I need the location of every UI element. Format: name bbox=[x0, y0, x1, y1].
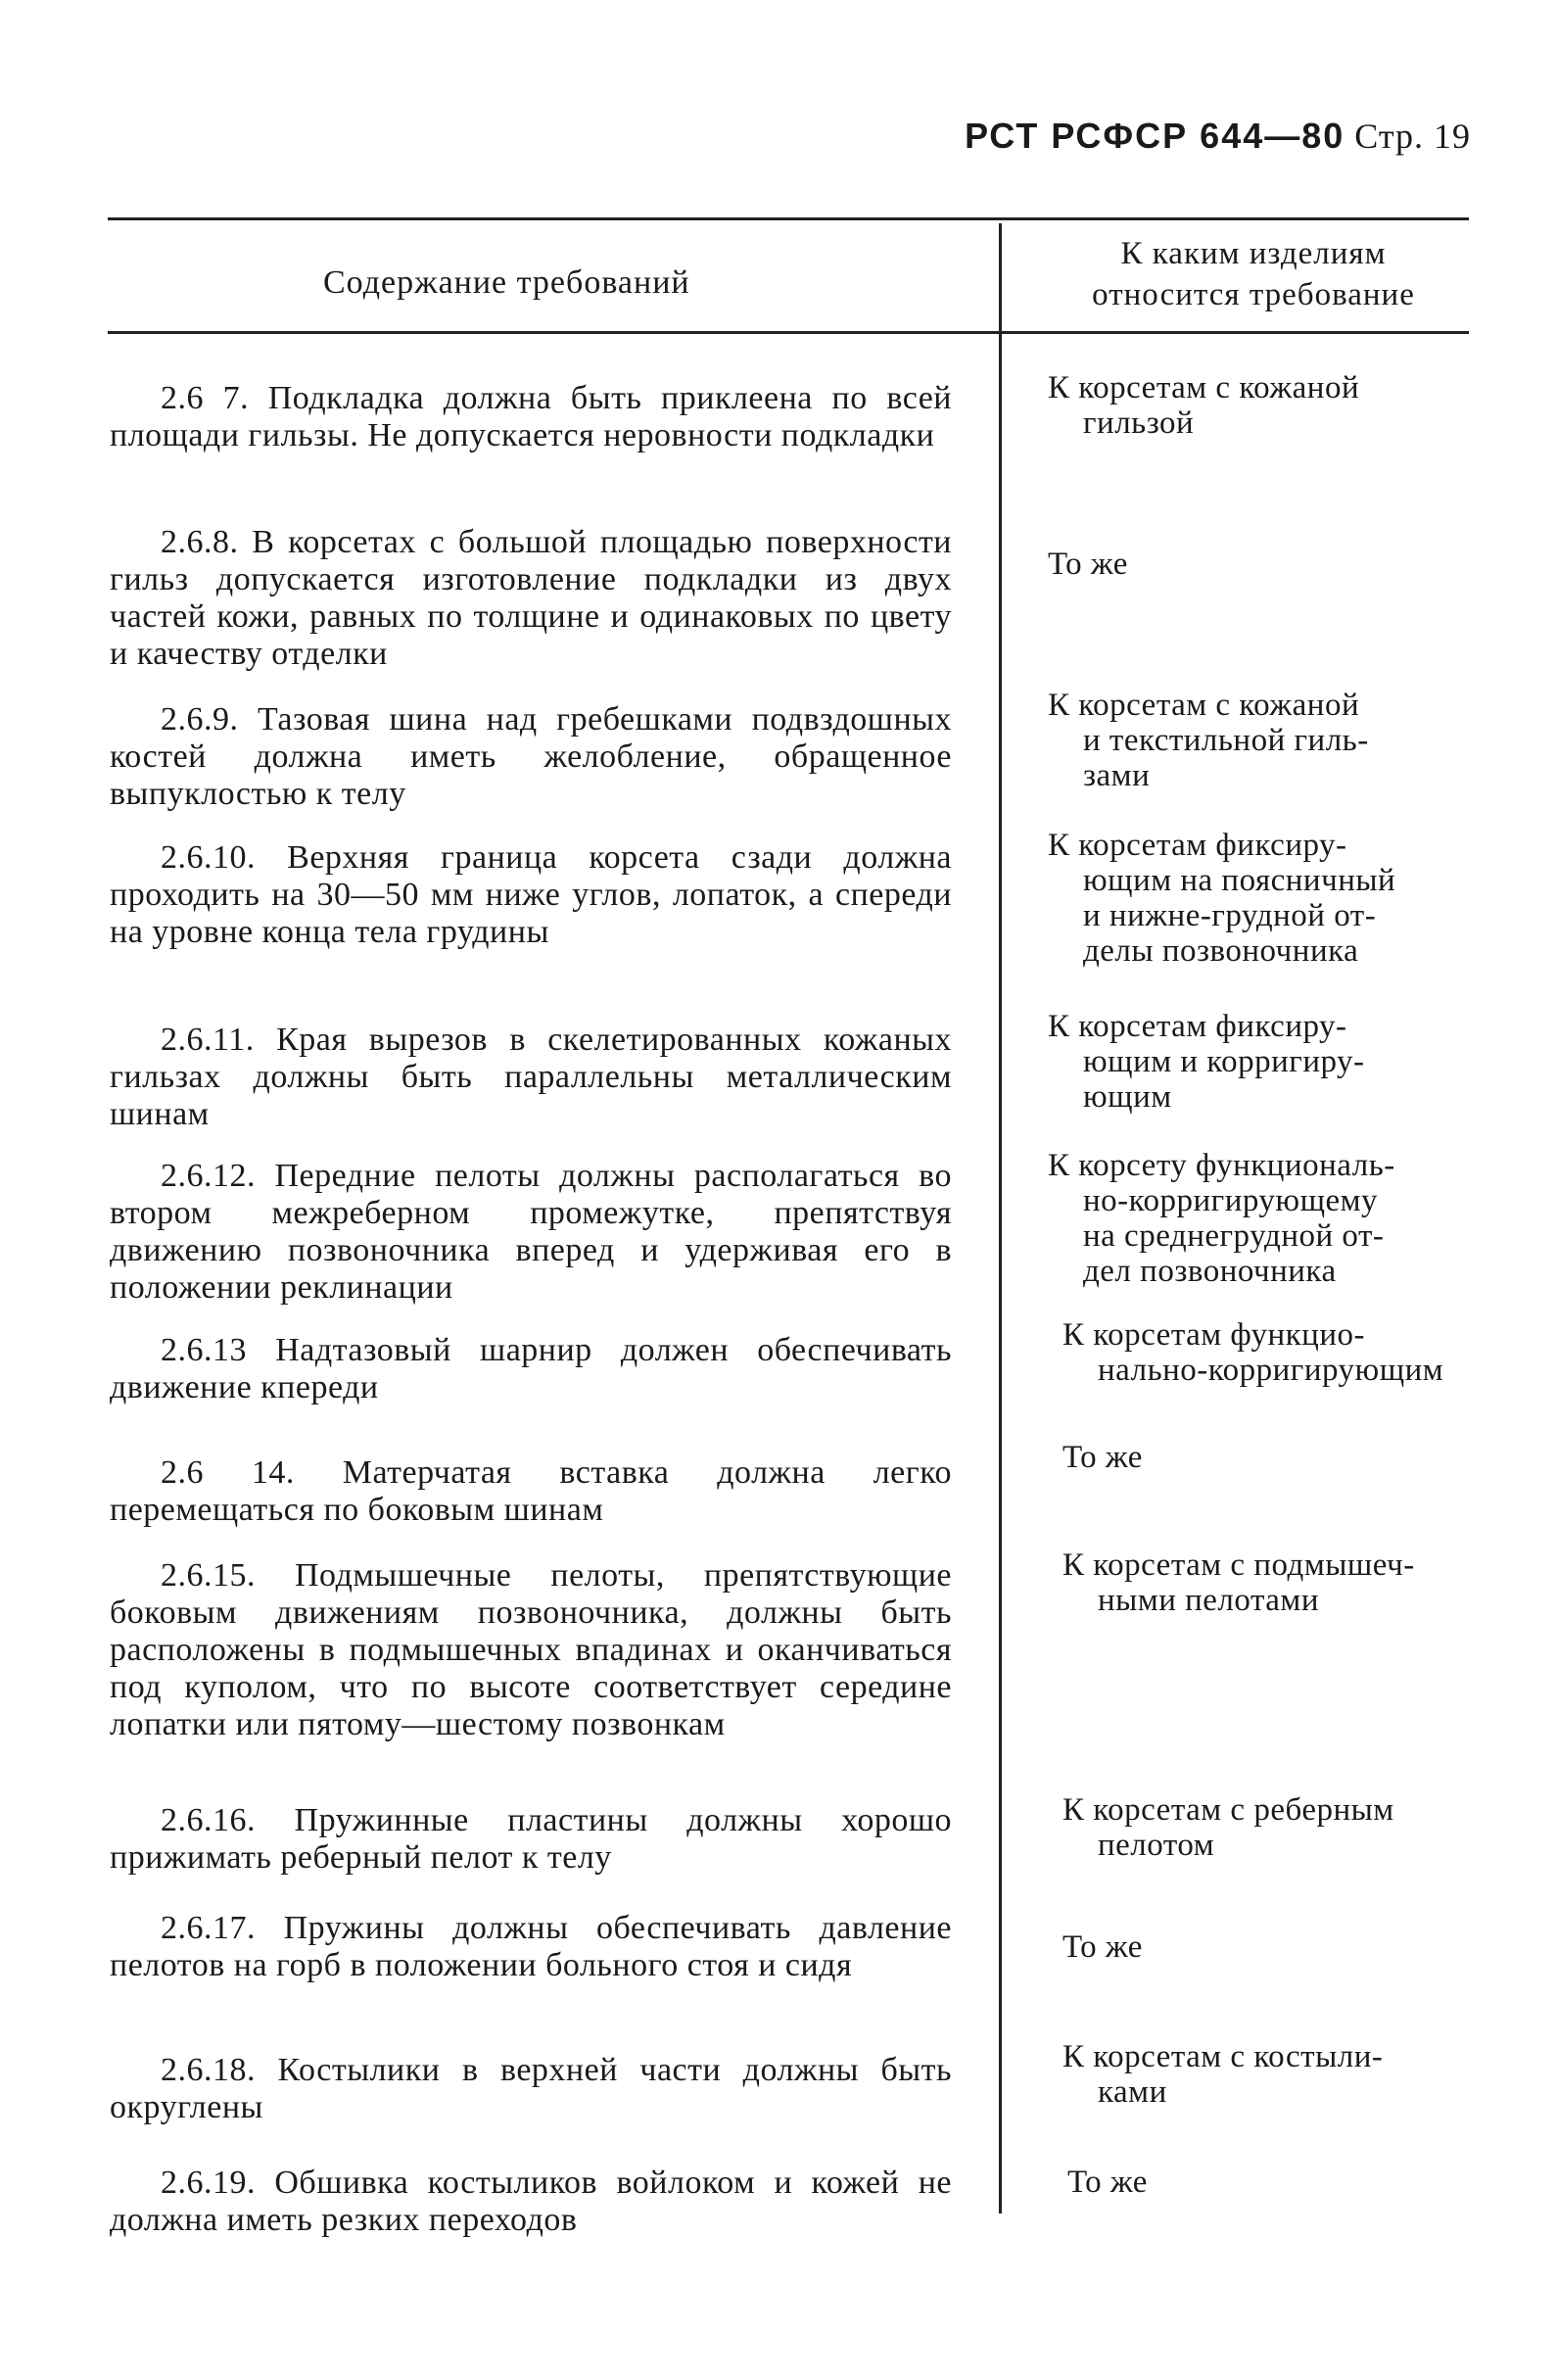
applies-line: ными пелотами bbox=[1098, 1583, 1319, 1618]
applies-to bbox=[1062, 1547, 1484, 1618]
applies-line: делы позвоночника bbox=[1083, 933, 1359, 969]
applies-to bbox=[1048, 1148, 1469, 1289]
applies-to bbox=[1048, 688, 1469, 793]
applies-line: К корсетам фиксиру- bbox=[1048, 1009, 1347, 1044]
applies-line: ками bbox=[1098, 2074, 1167, 2110]
applies-line: и нижне-грудной от- bbox=[1083, 898, 1377, 933]
applies-line: ющим на поясничный bbox=[1083, 863, 1396, 898]
page-header bbox=[965, 116, 1471, 157]
requirement-text: 2.6.17. Пружины должны обеспечивать давление пелотов на горб в положении больного стоя и сидя bbox=[110, 1910, 952, 1983]
requirement-text: 2.6.13 Надтазовый шарнир должен обеспечивать движение кпереди bbox=[110, 1332, 952, 1405]
page-number: Стр. 19 bbox=[1354, 117, 1471, 156]
applies-line: зами bbox=[1083, 758, 1151, 793]
applies-line: К корсетам с костыли- bbox=[1062, 2039, 1384, 2074]
requirement-text: 2.6 7. Подкладка должна быть приклеена по всей площади гильзы. Не допускается неровности подкладки bbox=[110, 380, 952, 453]
applies-to bbox=[1048, 370, 1469, 441]
column-heading-applies-line: К каким изделиям bbox=[1120, 236, 1387, 271]
applies-line: К корсетам с подмышеч- bbox=[1062, 1547, 1415, 1583]
applies-to bbox=[1048, 547, 1469, 582]
applies-line: То же bbox=[1062, 1440, 1143, 1475]
applies-line: нально-корригирующим bbox=[1098, 1353, 1444, 1388]
applies-line: То же bbox=[1062, 1929, 1143, 1965]
table-header-rule bbox=[108, 331, 1469, 334]
applies-line: но-корригирующему bbox=[1083, 1183, 1379, 1218]
applies-line: К корсету функциональ- bbox=[1048, 1148, 1395, 1183]
applies-line: К корсетам с реберным bbox=[1062, 1792, 1394, 1828]
applies-to bbox=[1062, 1929, 1484, 1965]
requirement-text: 2.6.15. Подмышечные пелоты, препятствующие боковым движениям позвоночника, должны быть расположены в подмышечных впадинах и оканчиваться под куполом, что по высоте соответствует середине лопатки или пятому—шестому позвонкам bbox=[110, 1557, 952, 1742]
applies-line: гильзой bbox=[1083, 405, 1195, 441]
requirement-text: 2.6 14. Матерчатая вставка должна легко перемещаться по боковым шинам bbox=[110, 1454, 952, 1528]
applies-to bbox=[1067, 2165, 1488, 2200]
requirement-text: 2.6.19. Обшивка костыликов войлоком и кожей не должна иметь резких переходов bbox=[110, 2165, 952, 2238]
applies-line: То же bbox=[1048, 547, 1128, 582]
requirement-text: 2.6.12. Передние пелоты должны располагаться во втором межреберном промежутке, препятствуя движению позвоночника вперед и удерживая его в положении реклинации bbox=[110, 1158, 952, 1306]
table-top-rule bbox=[108, 217, 1469, 220]
applies-to bbox=[1048, 1009, 1469, 1115]
applies-to bbox=[1062, 1440, 1484, 1475]
requirement-text: 2.6.10. Верхняя граница корсета сзади должна проходить на 30—50 мм ниже углов, лопаток, а спереди на уровне конца тела грудины bbox=[110, 839, 952, 950]
column-divider bbox=[999, 223, 1002, 2213]
applies-to bbox=[1062, 1317, 1484, 1388]
requirement-text: 2.6.9. Тазовая шина над гребешками подвздошных костей должна иметь желобление, обращенное выпуклостью к телу bbox=[110, 701, 952, 812]
applies-to bbox=[1062, 1792, 1484, 1863]
applies-line: пелотом bbox=[1098, 1828, 1215, 1863]
applies-line: и текстильной гиль- bbox=[1083, 723, 1369, 758]
applies-line: К корсетам с кожаной bbox=[1048, 370, 1360, 405]
requirement-text: 2.6.16. Пружинные пластины должны хорошо прижимать реберный пелот к телу bbox=[110, 1802, 952, 1876]
applies-to bbox=[1062, 2039, 1484, 2110]
requirement-text: 2.6.11. Края вырезов в скелетированных кожаных гильзах должны быть параллельны металлическим шинам bbox=[110, 1022, 952, 1132]
standard-number: РСТ РСФСР 644—80 bbox=[965, 116, 1345, 156]
applies-line: К корсетам функцио- bbox=[1062, 1317, 1365, 1353]
column-heading-applies bbox=[1038, 233, 1469, 315]
applies-line: К корсетам с кожаной bbox=[1048, 688, 1360, 723]
applies-line: ющим bbox=[1083, 1079, 1172, 1115]
applies-line: То же bbox=[1067, 2165, 1148, 2200]
requirement-text: 2.6.18. Костылики в верхней части должны быть округлены bbox=[110, 2052, 952, 2125]
applies-to bbox=[1048, 828, 1469, 969]
column-heading-applies-line: относится требование bbox=[1092, 277, 1415, 312]
applies-line: на среднегрудной от- bbox=[1083, 1218, 1385, 1254]
applies-line: К корсетам фиксиру- bbox=[1048, 828, 1347, 863]
column-heading-requirements: Содержание требований bbox=[323, 264, 690, 301]
applies-line: ющим и корригиру- bbox=[1083, 1044, 1365, 1079]
requirement-text: 2.6.8. В корсетах с большой площадью поверхности гильз допускается изготовление подкладки из двух частей кожи, равных по толщине и одинаковых по цвету и качеству отделки bbox=[110, 524, 952, 672]
applies-line: дел позвоночника bbox=[1083, 1254, 1337, 1289]
